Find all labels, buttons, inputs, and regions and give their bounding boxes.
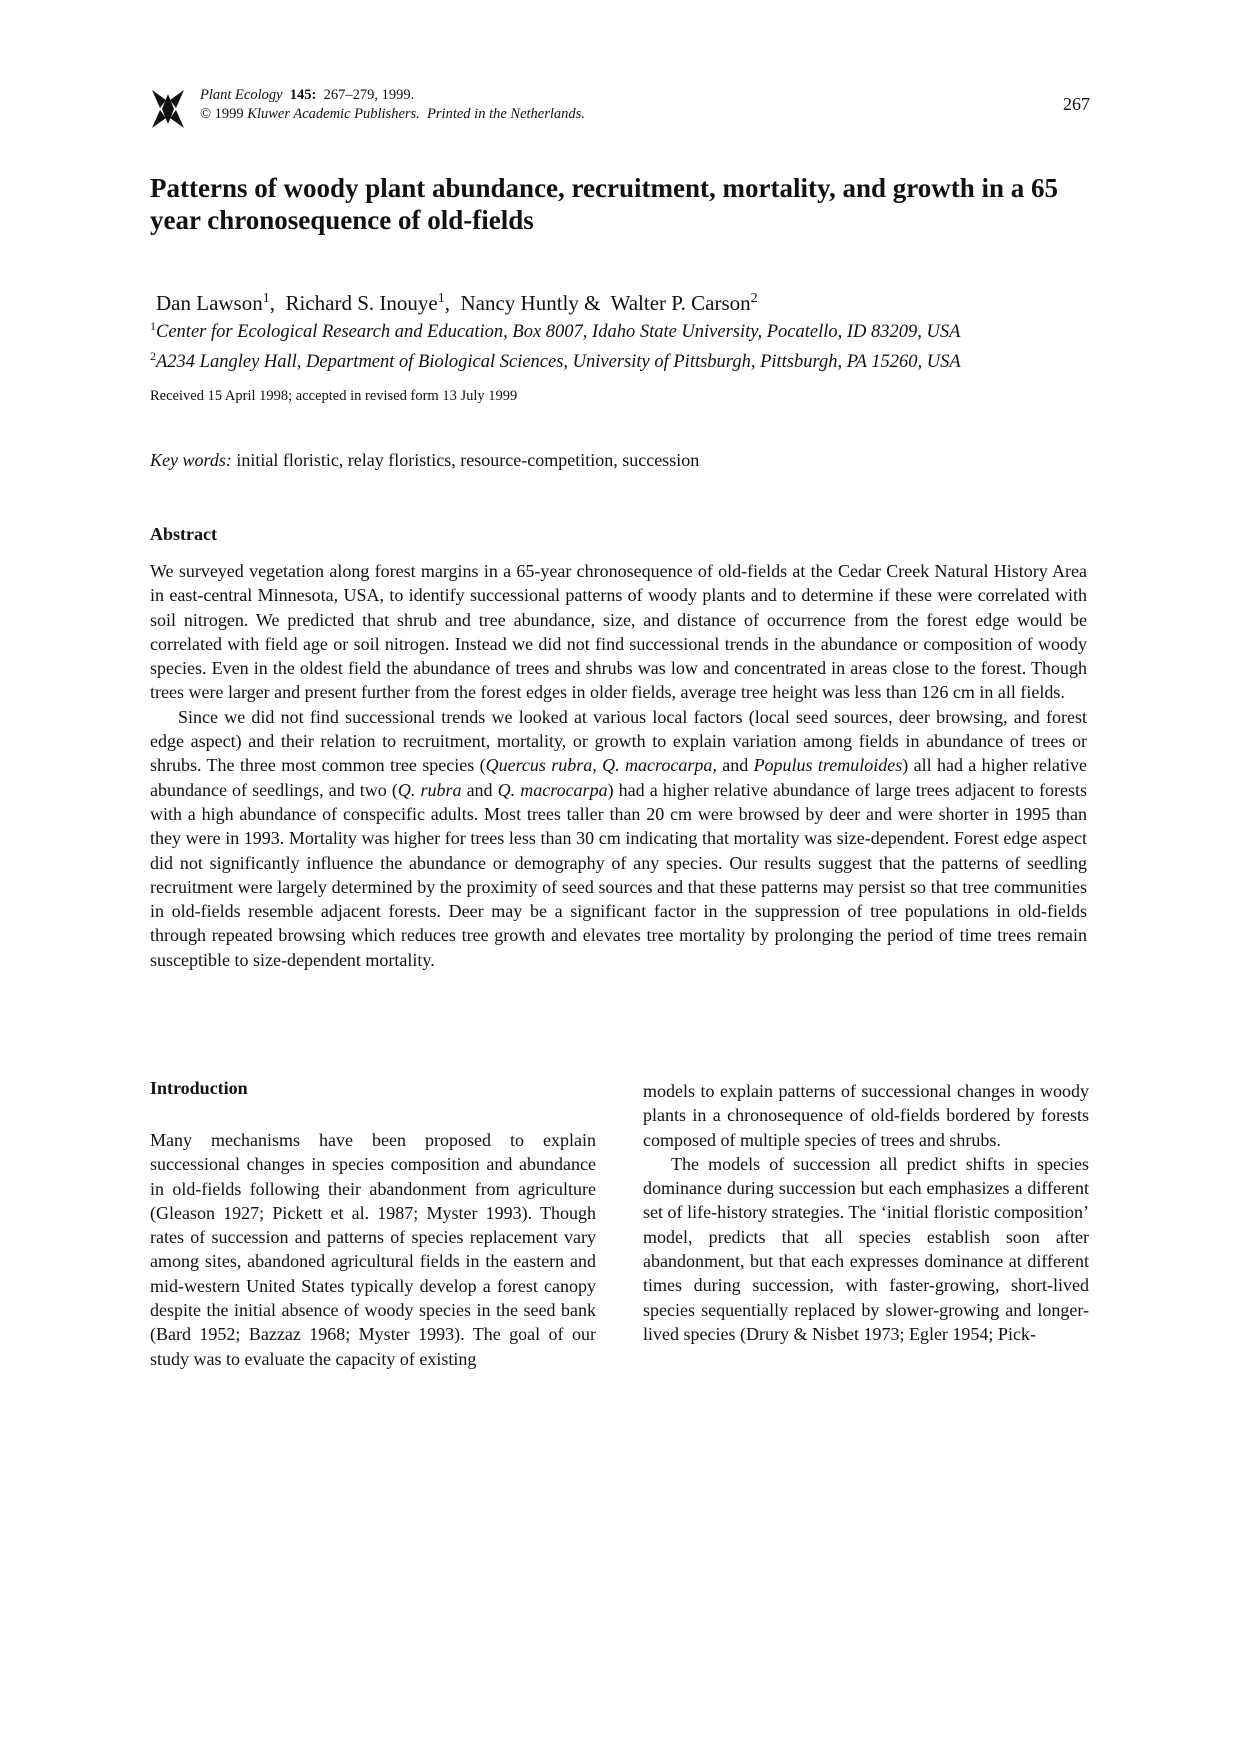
author-affil-mark: 1 [262, 291, 270, 306]
author-affil-mark: 1 [437, 291, 445, 306]
abstract-paragraph [150, 705, 1087, 972]
species-name: Q. rubra [397, 779, 462, 800]
keywords-text: initial floristic, relay floristics, resource-competition, succession [236, 450, 700, 470]
affiliation-line [150, 314, 961, 344]
abstract-paragraph: We surveyed vegetation along forest margins in a 65-year chronosequence of old-fields at the Cedar Creek Natural History Area in east-central Minnesota, USA, to identify successional patterns of woody plants and to determine if these were correlated with soil nitrogen. We predicted that shrub and tree abundance, size, and distance of occurrence from the forest edge would be correlated with field age or soil nitrogen. Instead we did not find successional trends in the abundance or composition of woody species. Even in the oldest field the abundance of trees and shrubs was low and concentrated in areas close to the forest. Though trees were larger and present further from the forest edges in older fields, average tree height was less than 126 cm in all fields. [150, 561, 1087, 703]
author-name: Richard S. Inouye [285, 291, 438, 315]
affiliations [150, 314, 961, 374]
affiliation-text: A234 Langley Hall, Department of Biological Sciences, University of Pittsburgh, Pittsburgh, PA 15260, USA [156, 352, 961, 373]
keywords [150, 450, 699, 471]
page-number: 267 [1063, 94, 1090, 114]
running-header [150, 86, 1090, 136]
publisher: Kluwer Academic Publishers. [247, 106, 420, 122]
species-name: Quercus rubra, Q. macrocarpa, [485, 755, 717, 776]
kluwer-logo-icon [150, 88, 186, 130]
body-paragraph: models to explain patterns of successional changes in woody plants in a chronosequence of old-fields bordered by forests composed of multiple species of trees and shrubs. [643, 1081, 1089, 1150]
author-separator: , [269, 291, 286, 315]
author-list [156, 285, 758, 317]
abstract-heading: Abstract [150, 524, 217, 544]
printed-note: Printed in the Netherlands. [427, 106, 585, 122]
introduction-heading: Introduction [150, 1078, 248, 1098]
journal-pages-year: 267–279, 1999. [323, 87, 415, 103]
author-separator: & [578, 291, 611, 315]
author-name: Nancy Huntly [460, 291, 579, 315]
affiliation-mark: 1 [150, 319, 156, 333]
abstract-text: and [461, 779, 498, 800]
introduction-left-column [150, 1128, 596, 1371]
body-paragraph: Many mechanisms have been proposed to explain successional changes in species composition and abundance in old-fields following their abandonment from agriculture (Gleason 1927; Pickett et al. 1987; Myster 1993). Though rates of succession and patterns of species replacement vary among sites, abandoned agricultural fields in the eastern and mid-western United States typically develop a forest canopy despite the initial absence of woody species in the seed bank (Bard 1952; Bazzaz 1968; Myster 1993). The goal of our study was to evaluate the capacity of existing [150, 1130, 596, 1369]
species-name: Q. macrocarpa [497, 779, 608, 800]
affiliation-mark: 2 [150, 349, 156, 364]
abstract-body [150, 559, 1087, 972]
journal-volume: 145: [289, 87, 317, 103]
body-paragraph: The models of succession all predict shifts in species dominance during succession but each emphasizes a different set of life-history strategies. The ‘initial floristic composition’ model, predicts that all species establish soon after abandonment, but that each expresses dominance at different times during succession, with faster-growing, short-lived species sequentially replaced by slower-growing and longer-lived species (Drury & Nisbet 1973; Egler 1954; Pick- [643, 1153, 1089, 1344]
abstract-text: ) all had a higher relative abundance of seedlings, and two ( [150, 755, 1087, 800]
keywords-label: Key words: [150, 450, 232, 470]
abstract-text: and [716, 755, 754, 776]
introduction-right-column [643, 1079, 1089, 1346]
abstract-text: ) had a higher relative abundance of large trees adjacent to forests with a high abundance of conspecific adults. Most trees taller than 20 cm were browsed by deer and were shorter in 1995 than they were in 1993. Mortality was higher for trees less than 30 cm indicating that mortality was size-dependent. Forest edge aspect did not significantly influence the abundance or demography of any species. Our results suggest that the patterns of seedling recruitment were largely determined by the proximity of seed sources and that these patterns may persist so that tree communities in old-fields resemble adjacent forests. Deer may be a significant factor in the suppression of tree populations in old-fields through repeated browsing which reduces tree growth and elevates tree mortality by prolonging the period of time trees remain susceptible to size-dependent mortality. [150, 779, 1087, 970]
paper-title: Patterns of woody plant abundance, recruitment, mortality, and growth in a 65 year chronosequence of old-fields [150, 173, 1059, 235]
received-dates: Received 15 April 1998; accepted in revised form 13 July 1999 [150, 388, 518, 404]
author-name: Walter P. Carson [610, 291, 751, 315]
author-affil-mark: 2 [750, 291, 758, 306]
abstract-text: Since we did not find successional trends we looked at various local factors (local seed sources, deer browsing, and forest edge aspect) and their relation to recruitment, mortality, or growth to explain variation among fields in abundance of trees or shrubs. The three most common tree species ( [150, 706, 1087, 776]
copyright-symbol: © [200, 106, 212, 122]
journal-citation [200, 86, 585, 124]
copyright-year: 1999 [214, 106, 244, 122]
affiliation-line [150, 344, 961, 374]
species-name: Populus tremuloides [753, 755, 903, 776]
affiliation-text: Center for Ecological Research and Education, Box 8007, Idaho State University, Pocatello, ID 83209, USA [156, 322, 961, 343]
journal-name: Plant Ecology [200, 87, 283, 103]
author-name: Dan Lawson [156, 291, 263, 315]
author-separator: , [444, 291, 461, 315]
